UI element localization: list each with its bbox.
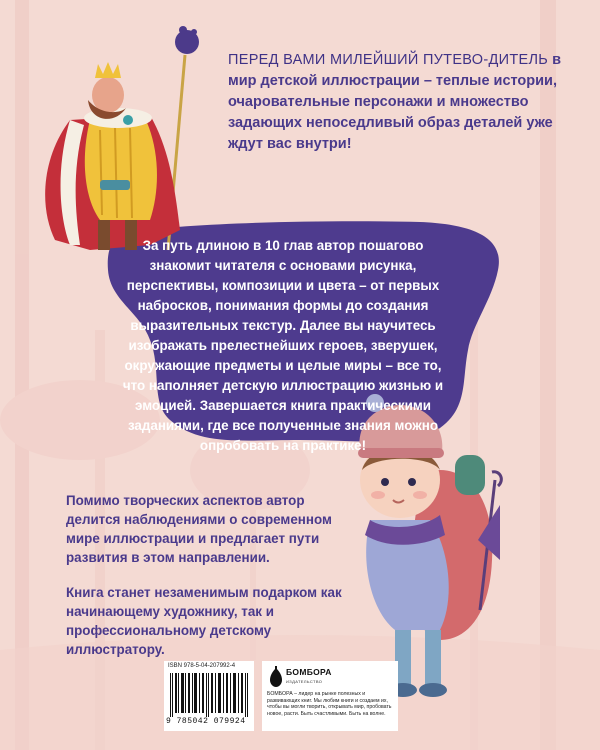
barcode-panel <box>164 661 254 731</box>
bombora-logo-icon <box>268 666 284 688</box>
blob-description: За путь длиною в 10 глав автор пошагово знакомит читателя с основами рисунка, перспективы, композиции и цвета – от первых набросков, понимания формы до создания выразительных текстур. Далее вы научитесь изображать прелестнейших героев, зверушек, окружающие предметы и целые миры – все то, что наполняет детскую иллюстрацию жизнью и эмоцией. Завершается книга практическими заданиями, где все полученные знания можно опробовать на практике! <box>122 238 444 453</box>
publisher-panel <box>262 661 398 731</box>
heading-caps: ПЕРЕД ВАМИ МИЛЕЙШИЙ ПУТЕВО-ДИТЕЛЬ <box>228 52 549 68</box>
isbn-label: ISBN 978-5-04-207992-4 <box>168 663 236 669</box>
publisher-name: БОМБОРА <box>286 667 332 677</box>
publisher-description: БОМБОРА – лидер на рынке полезных и развивающих книг. Мы любим книги и создаем их, чтобы вы могли творить, открывать мир, пробовать новое, расти. Быть счастливыми. Быть на волне. <box>267 691 392 717</box>
barcode-number: 9 785042 079924 <box>166 717 246 726</box>
king-illustration <box>45 26 199 250</box>
intro-heading <box>228 50 568 155</box>
heading-rest: в мир детской иллюстрации – теплые истории, очаровательные персонажи и множество задающих непоседливый образ деталей уже ждут вас внутри! <box>228 52 562 152</box>
paragraph-author-observations: Помимо творческих аспектов автор делится наблюдениями о современном мире иллюстрации и предлагает пути развития в этом направлении. <box>66 493 332 565</box>
publisher-subtitle: ИЗДАТЕЛЬСТВО <box>286 679 323 684</box>
barcode-bars <box>168 673 250 717</box>
paragraph-gift: Книга станет незаменимым подарком как начинающему художнику, так и профессиональному детскому иллюстратору. <box>66 585 342 657</box>
